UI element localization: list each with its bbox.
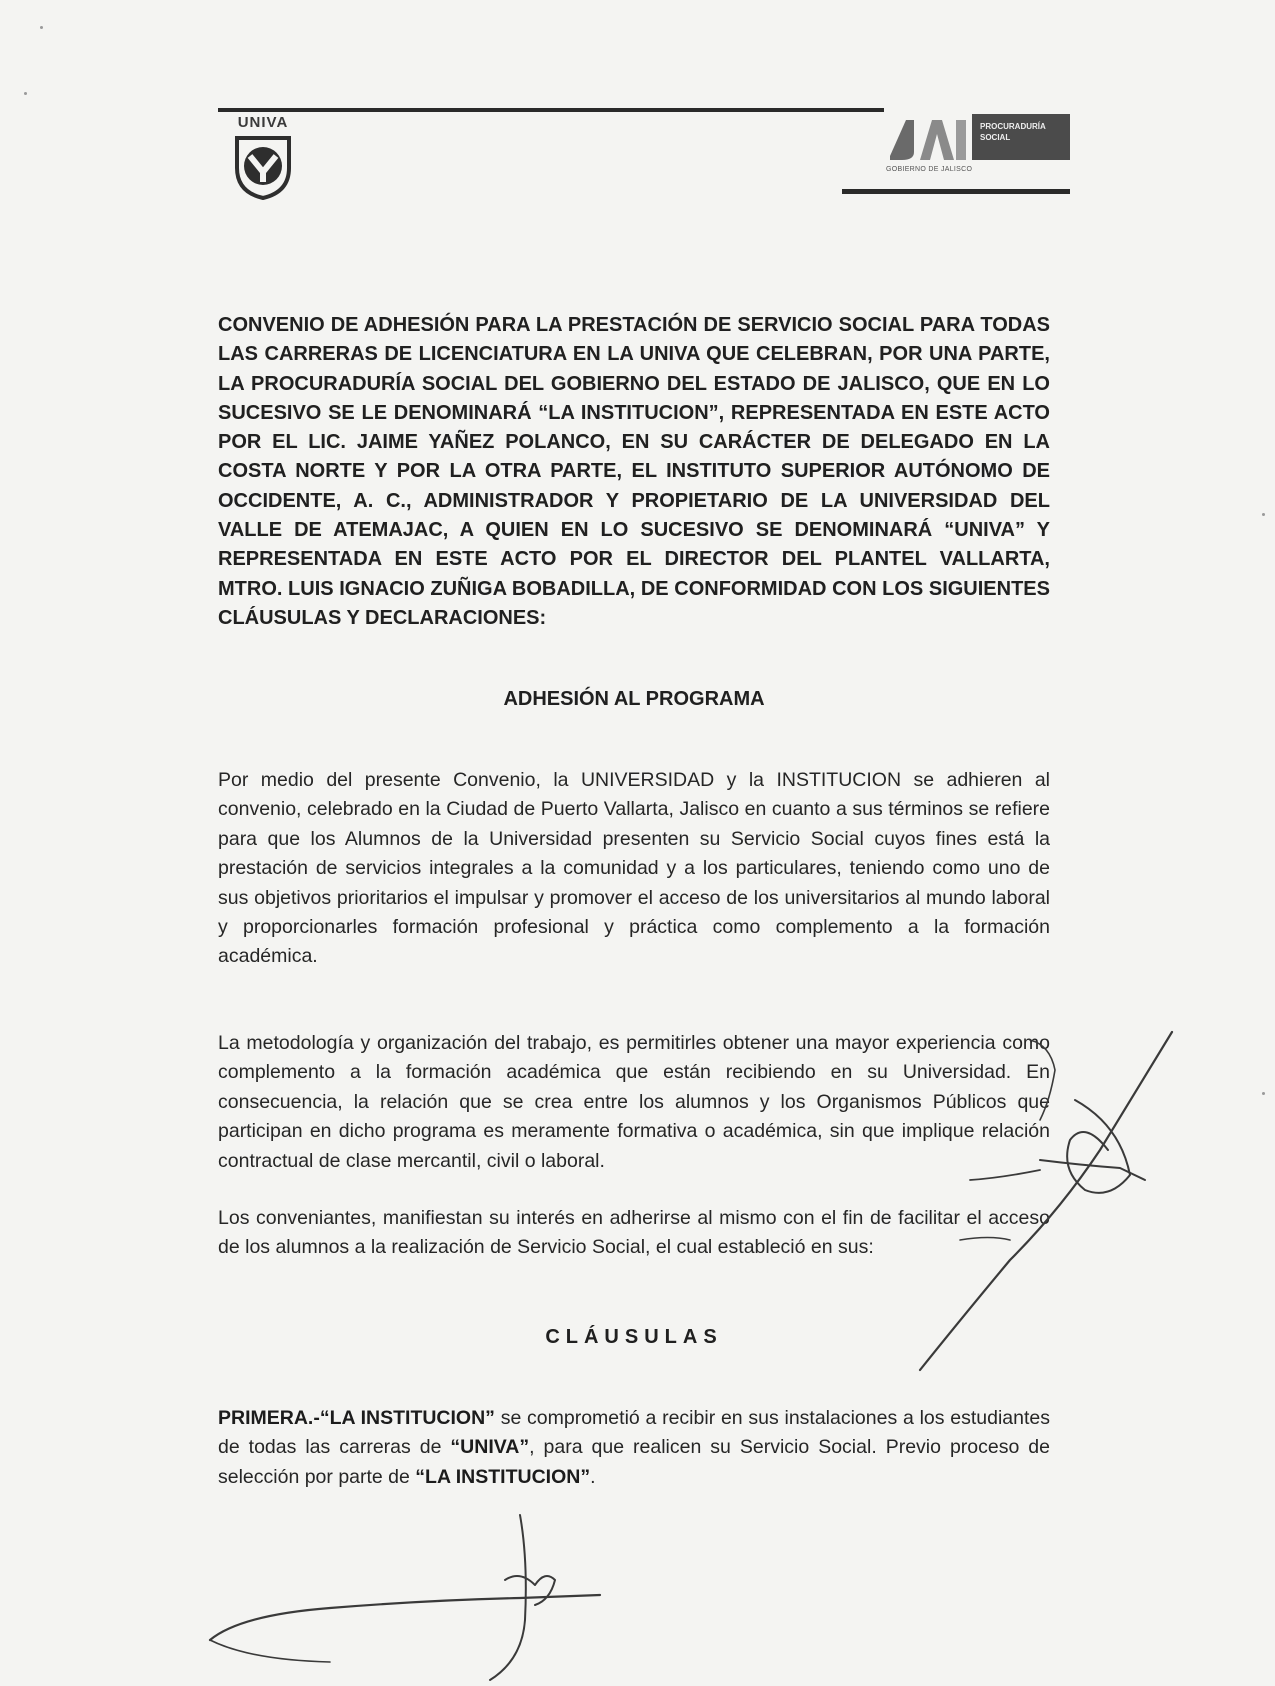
procuraduria-box-text: PROCURADURÍA SOCIAL (980, 122, 1046, 142)
univa-wordmark: UNIVA (237, 114, 289, 131)
clausula-primera-label: PRIMERA.-“LA INSTITUCION” (218, 1407, 495, 1429)
procuraduria-box (972, 114, 1070, 160)
clausula-primera-institucion: “LA INSTITUCION” (415, 1465, 591, 1488)
header-rule-right (842, 189, 1070, 194)
header-rule (218, 108, 884, 112)
document-title: CONVENIO DE ADHESIÓN PARA LA PRESTACIÓN DE SERVICIO SOCIAL PARA TODAS LAS CARRERAS DE LICENCIATURA EN LA UNIVA QUE CELEBRAN, POR UNA PARTE, LA PROCURADURÍA SOCIAL DEL GOBIERNO DEL ESTADO DE JALISCO, QUE EN LO SUCESIVO SE LE DENOMINARÁ “LA INSTITUCION”, REPRESENTADA EN ESTE ACTO POR EL LIC. JAIME YAÑEZ POLANCO, EN SU CARÁCTER DE DELEGADO EN LA COSTA NORTE Y POR LA OTRA PARTE, EL INSTITUTO SUPERIOR AUTÓNOMO DE OCCIDENTE, A. C., ADMINISTRADOR Y PROPIETARIO DE LA UNIVERSIDAD DEL VALLE DE ATEMAJAC, A QUIEN EN LO SUCESIVO SE DENOMINARÁ “UNIVA” Y REPRESENTADA EN ESTE ACTO POR EL DIRECTOR DEL PLANTEL VALLARTA, MTRO. LUIS IGNACIO ZUÑIGA BOBADILLA, DE CONFORMIDAD CON LOS SIGUIENTES CLÁUSULAS Y DECLARACIONES: (218, 314, 1050, 629)
section-heading-clausulas: CLÁUSULAS (545, 1326, 723, 1348)
footer-signature (210, 1595, 600, 1640)
jal-emblem-icon (884, 112, 972, 164)
clausula-primera-text-3: . (590, 1465, 596, 1488)
clausula-primera-text-1: se comprometió a recibir en sus instalaciones a los estudiantes de todas las carreras de (218, 1407, 1050, 1459)
paragraph-3: Los conveniantes, manifiestan su interés en adherirse al mismo con el fin de facilitar el acceso de los alumnos a la realización de Servicio Social, el cual estableció en sus: (218, 1207, 1050, 1259)
paragraph-2: La metodología y organización del trabajo, es permitirles obtener una mayor experiencia como complemento a la formación académica que están recibiendo en su Universidad. En consecuencia, la relación que se crea entre los alumnos y los Organismos Públicos que participan en dicho programa es meramente formativa o académica, sin que implique relación contractual de clase mercantil, civil o laboral. (218, 1032, 1050, 1172)
univa-shield-icon (233, 134, 293, 200)
section-heading-adhesion: ADHESIÓN AL PROGRAMA (503, 688, 765, 710)
paragraph-1: Por medio del presente Convenio, la UNIVERSIDAD y la INSTITUCION se adhieren al convenio, celebrado en la Ciudad de Puerto Vallarta, Jalisco en cuanto a sus términos se refiere para que los Alumnos de la Universidad presenten su Servicio Social cuyos fines está la prestación de servicios integrales a la comunidad y a los particulares, teniendo como uno de sus objetivos prioritarios el impulsar y promover el acceso de los universitarios al mundo laboral y proporcionarles formación profesional y práctica como complemento a la formación académica. (218, 769, 1050, 968)
clausula-primera (218, 1404, 1050, 1492)
gobierno-jalisco-caption: GOBIERNO DE JALISCO (886, 166, 973, 173)
univa-logo (228, 114, 298, 204)
clausula-primera-univa: “UNIVA” (450, 1436, 530, 1459)
procuraduria-logo (884, 112, 1070, 178)
clausula-primera-text-2: , para que realicen su Servicio Social. Previo proceso de selección por parte de (218, 1436, 1050, 1488)
